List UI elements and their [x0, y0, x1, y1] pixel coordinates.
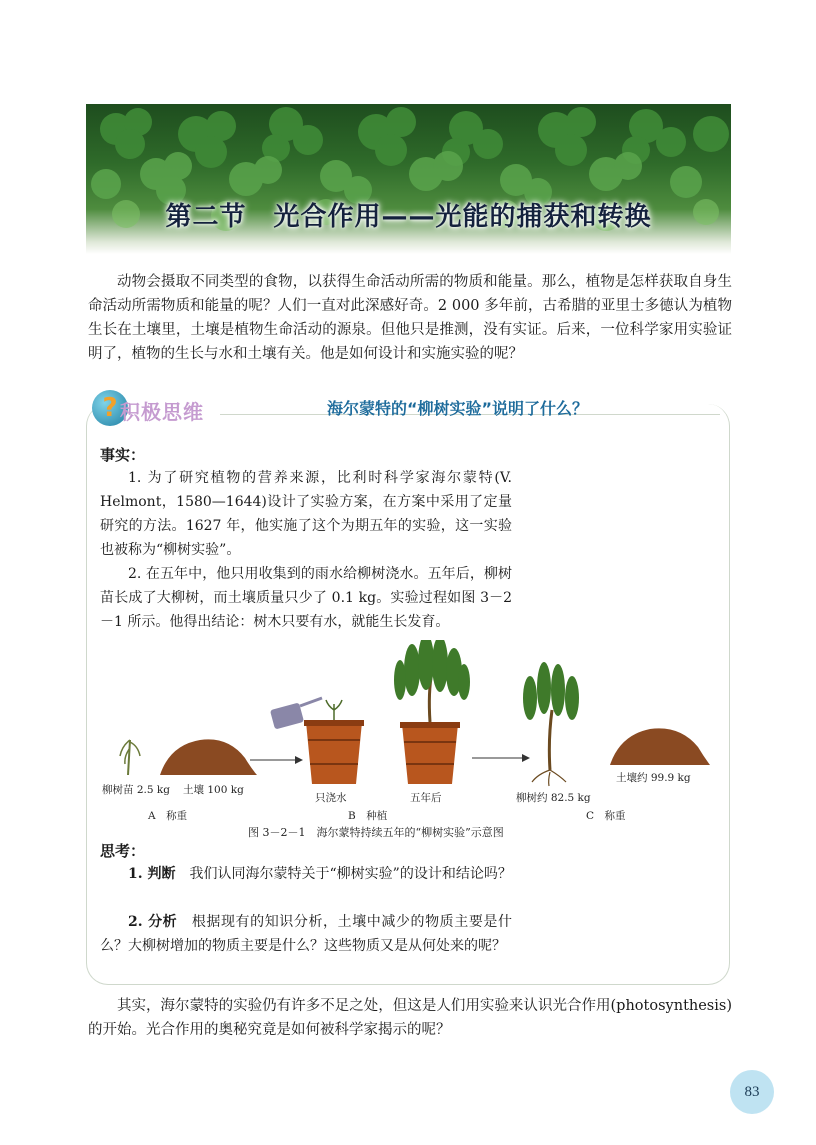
tub-with-sprout-icon — [304, 700, 364, 784]
tub-with-willow-icon — [394, 640, 470, 784]
uprooted-willow-icon — [523, 662, 579, 786]
label-a: A 称重 — [148, 810, 188, 822]
seedling-icon — [120, 740, 140, 775]
soil-pile-icon — [160, 739, 257, 775]
label-c: C 称重 — [586, 810, 626, 822]
fact-paragraph-1: 1. 为了研究植物的营养来源，比利时科学家海尔蒙特(V. Helmont，1580—1644)设计了实验方案，在方案中采用了定量研究的方法。1627 年，他实施了这个为期五年的实验，这一实验也被称为“柳树实验”。 — [100, 470, 512, 558]
label-tree: 柳树约 82.5 kg — [516, 792, 591, 804]
willow-experiment-figure — [100, 640, 730, 830]
label-seedling: 柳树苗 2.5 kg — [102, 784, 170, 796]
question-1-lead: 1. 判断 — [128, 866, 176, 882]
question-mark-icon: ? — [92, 390, 128, 426]
question-1-text: 我们认同海尔蒙特关于“柳树实验”的设计和结论吗？ — [175, 866, 512, 882]
facts-heading: 事实： — [100, 446, 146, 464]
figure-caption: 图 3－2－1 海尔蒙特持续五年的“柳树实验”示意图 — [248, 826, 504, 839]
label-soil-a: 土壤 100 kg — [183, 784, 244, 796]
fact-paragraph-2: 2. 在五年中，他只用收集到的雨水给柳树浇水。五年后，柳树苗长成了大柳树，而土壤质量只少了 0.1 kg。实验过程如图 3－2－1 所示。他得出结论：树木只要有水，就能生长发育。 — [100, 566, 512, 630]
intro-paragraph: 动物会摄取不同类型的食物，以获得生命活动所需的物质和能量。那么，植物是怎样获取自身生命活动所需物质和能量的呢？人们一直对此深感好奇。2 000 多年前，古希腊的亚里士多德认为植物生长在土壤里，土壤是植物生命活动的源泉。但他只是推测，没有实证。后来，一位科学家用实验证明了，植物的生长与水和土壤有关。他是如何设计和实施实验的呢？ — [88, 274, 732, 362]
label-soil-c: 土壤约 99.9 kg — [616, 772, 691, 784]
chapter-banner — [86, 104, 731, 254]
label-water: 只浇水 — [315, 792, 347, 804]
label-five-years: 五年后 — [410, 792, 442, 804]
label-b: B 种植 — [348, 810, 388, 822]
question-2-text: 根据现有的知识分析，土壤中减少的物质主要是什么？大柳树增加的物质主要是什么？这些物质又是从何处来的呢？ — [100, 914, 512, 954]
think-box-question: 海尔蒙特的“柳树实验”说明了什么？ — [327, 399, 589, 418]
outro-paragraph: 其实，海尔蒙特的实验仍有许多不足之处，但这是人们用实验来认识光合作用(photosynthesis)的开始。光合作用的奥秘究竟是如何被科学家揭示的呢？ — [88, 998, 732, 1038]
soil-pile-icon — [610, 728, 710, 765]
question-2-lead: 2. 分析 — [128, 914, 178, 930]
chapter-title: 第二节 光合作用——光能的捕获和转换 — [165, 202, 652, 232]
page-number: 83 — [730, 1070, 774, 1114]
question-2 — [100, 910, 512, 958]
question-1 — [100, 862, 512, 886]
think-heading: 思考： — [100, 842, 146, 860]
think-box-header — [92, 382, 732, 432]
think-box-label: 积极思维 — [120, 400, 204, 424]
